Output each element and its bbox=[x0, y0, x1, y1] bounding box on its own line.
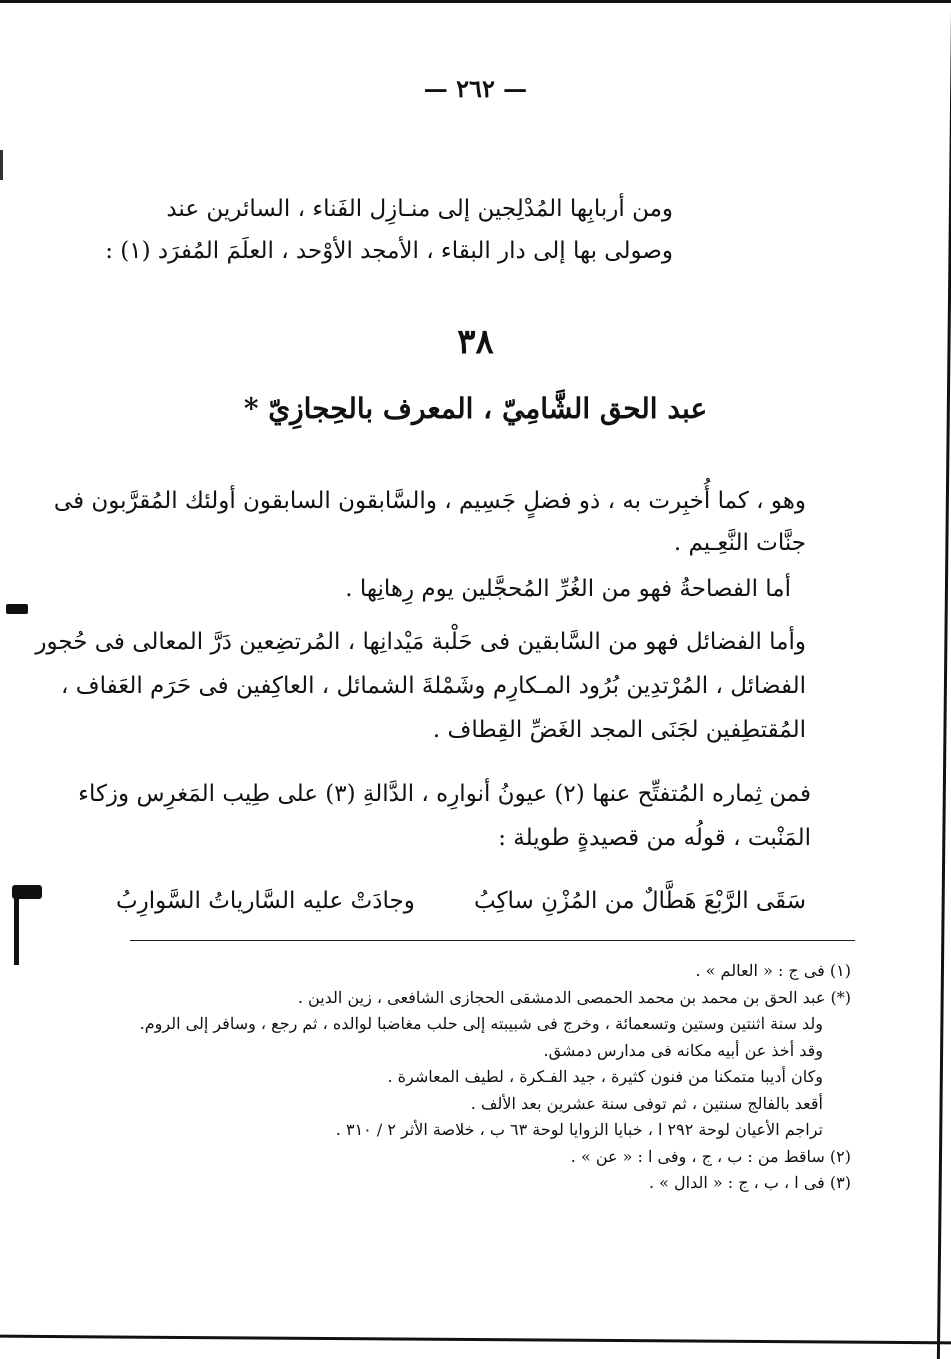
text-line: وهو ، كما أُخبِرت به ، ذو فضلٍ جَسِيم ، والسَّابقون السابقون أولئك المُقرَّبون فى bbox=[53, 488, 806, 514]
intro-paragraph bbox=[105, 188, 673, 272]
scan-border-bottom bbox=[0, 1335, 951, 1345]
paragraph bbox=[345, 568, 791, 610]
footnote-line: أقعد بالفالج سنتين ، ثم توفى سنة عشرين بعد الألف . bbox=[470, 1093, 823, 1113]
verse-hemistich-first: سَقَى الرَّبْعَ هَطَّالٌ من المُزْنِ ساكِبُ bbox=[474, 888, 806, 914]
footnote: (١) فى ج : « العالم » . bbox=[695, 961, 851, 980]
footnote: (٣) فى ا ، ب ، ج : « الدال » . bbox=[648, 1173, 851, 1192]
entry-title: عبد الحق الشَّامِيّ ، المعرف بالحِجازِيّ * bbox=[243, 392, 708, 425]
text-line: جنَّات النَّعِـيم . bbox=[673, 530, 806, 556]
footnote-line: تراجم الأعيان لوحة ٢٩٢ ا ، خبايا الزوايا لوحة ٦٣ ب ، خلاصة الأثر ٢ / ٣١٠ . bbox=[335, 1120, 823, 1139]
footnote: (٢) ساقط من : ب ، ج ، وفى ا : « عن » . bbox=[570, 1146, 851, 1166]
paragraph bbox=[54, 480, 806, 564]
text-line: المَنْبت ، قولُه من قصيدةٍ طويلة : bbox=[498, 825, 811, 851]
scan-edge-mark bbox=[0, 150, 3, 180]
text-line: المُقتطِفين لجَنَى المجد الغَضِّ القِطاف . bbox=[432, 717, 806, 743]
footnote: (*) عبد الحق بن محمد بن محمد الحمصى الدمشقى الحجازى الشافعى ، زين الدين . bbox=[297, 987, 851, 1007]
scan-border-right bbox=[937, 0, 951, 1359]
text-line: ومن أربابِها المُدْلِجين إلى منـازِل الفَناء ، السائرين عند bbox=[166, 196, 673, 222]
text-line: فمن ثِماره المُتفتِّح عنها (٢) عيونُ أنوارِه ، الدَّالةِ (٣) على طِيب المَغرِس وزكاء bbox=[78, 781, 811, 807]
poem-verse bbox=[116, 888, 806, 914]
scan-edge-mark bbox=[6, 604, 28, 614]
footnote-line: وكان أديبا متمكنا من فنون كثيرة ، جيد الفـكرة ، لطيف المعاشرة . bbox=[387, 1067, 823, 1086]
footnote-line: وقد أخذ عن أبيه مكانه فى مدارس دمشق. bbox=[543, 1040, 823, 1060]
footnote-line: ولد سنة اثنتين وستين وتسعمائة ، وخرج فى شبيبته إلى حلب مغاضبا لوالده ، ثم رجع ، وسافر إلى الروم. bbox=[139, 1014, 823, 1033]
text-line: الفضائل ، المُرْتدِين بُرُود المـكارِم وشَمْلةَ الشمائل ، العاكِفين فى حَرَم العَفاف ، bbox=[61, 673, 806, 699]
paragraph bbox=[78, 772, 811, 860]
footnotes bbox=[140, 958, 851, 1197]
section-number: ٣٨ bbox=[457, 322, 494, 362]
text-line: وصولى بها إلى دار البقاء ، الأمجد الأوْحد ، العلَمَ المُفرَد (١) : bbox=[105, 238, 673, 264]
text-line: وأما الفضائل فهو من السَّابقين فى حَلْبة مَيْدانِها ، المُرتضِعين دَرَّ المعالى فى حُجور bbox=[35, 629, 806, 655]
scan-border-top bbox=[0, 0, 951, 3]
footnote-divider bbox=[130, 940, 855, 941]
text-line: أما الفصاحةُ فهو من الغُرِّ المُحجَّلين يوم رِهانِها . bbox=[345, 576, 791, 602]
verse-hemistich-second: وجادَتْ عليه السَّارياتُ السَّوارِبُ bbox=[116, 888, 415, 914]
page-number: — ٢٦٢ — bbox=[423, 74, 528, 103]
scan-edge-mark bbox=[14, 885, 19, 965]
paragraph bbox=[35, 620, 806, 752]
